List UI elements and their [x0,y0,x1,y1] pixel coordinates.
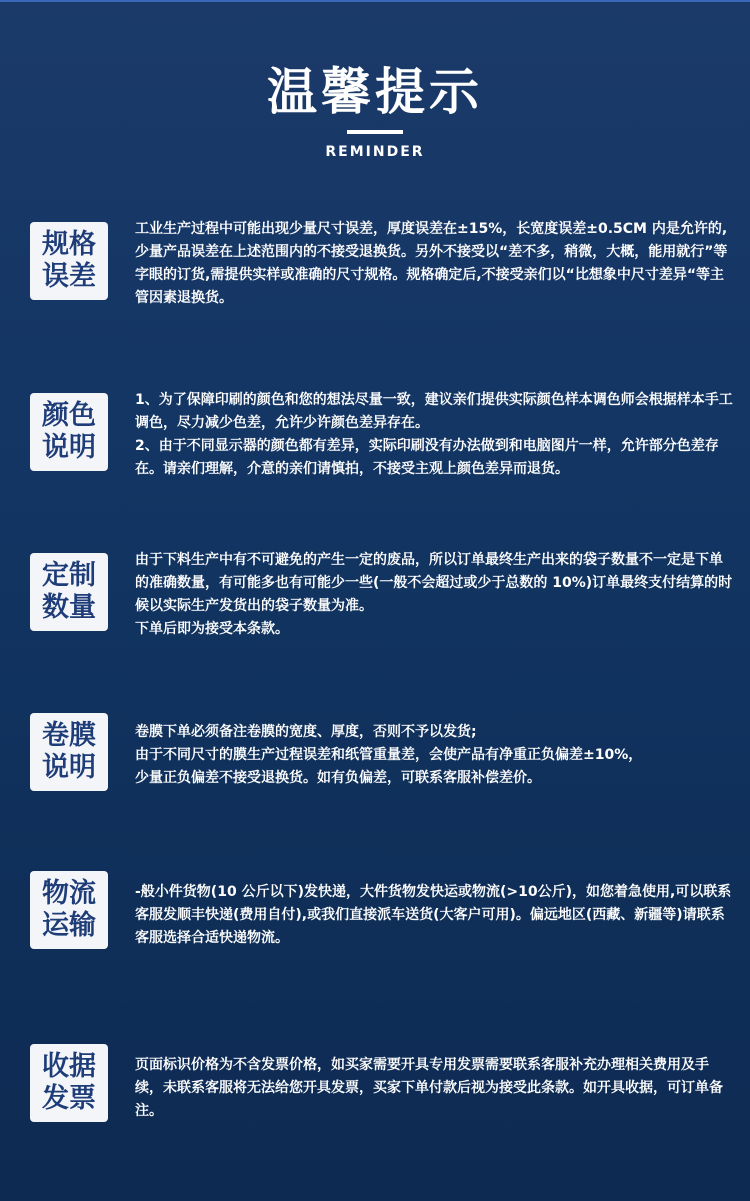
badge-line-1: 卷膜 [42,720,96,751]
section-badge [30,713,108,791]
section-text [135,389,735,481]
section-paragraph: 少量正负偏差不接受退换货。如有负偏差，可联系客服补偿差价。 [135,770,541,786]
badge-line-2: 运输 [42,910,96,941]
title-divider [347,130,403,134]
section-badge [30,393,108,471]
top-accent-line [0,0,750,2]
badge-line-1: 物流 [42,878,96,909]
section-paragraph: 卷膜下单必须备注卷膜的宽度、厚度，否则不予以发货; [135,724,477,740]
section-paragraph: -般小件货物(10 公斤以下)发快递，大件货物发快运或物流(>10公斤)，如您着急使用,可以联系客服发顺丰快递(费用自付),或我们直接派车送货(大客户可用)。偏远地区(西藏、新疆等)请联系客服选择合适快递物流。 [135,884,732,946]
badge-line-1: 规格 [42,229,96,260]
badge-line-1: 颜色 [42,400,96,431]
page-subtitle: REMINDER [325,144,425,160]
badge-line-2: 数量 [42,592,96,623]
badge-line-1: 定制 [42,560,96,591]
badge-line-2: 误差 [42,261,96,292]
section-color-note [30,392,733,477]
badge-line-1: 收据 [42,1051,96,1082]
section-paragraph: 工业生产过程中可能出现少量尺寸误差，厚度误差在±15%，长宽度误差±0.5CM 内是允许的,少量产品误差在上述范围内的不接受退换货。另外不接受以“差不多，稍微，大概，能用就行”等字眼的订货,需提供实样或准确的尺寸规格。规格确定后,不接受亲们以“比想象中尺寸差异“等主管因素退换货。 [135,221,728,306]
section-badge [30,871,108,949]
page-title: 温馨提示 [267,63,483,121]
section-badge [30,222,108,300]
section-text [135,1054,735,1123]
section-logistics [30,871,730,953]
section-paragraph: 由于下料生产中有不可避免的产生一定的废品，所以订单最终生产出来的袋子数量不一定是下单的准确数量，有可能多也有可能少一些(一般不会超过或少于总数的 10%)订单最终支付结算的时候以实际生产发货出的袋子数量为准。 [135,552,733,614]
section-roll-film [30,713,730,795]
section-paragraph: 2、由于不同显示器的颜色都有差异，实际印刷没有办法做到和电脑图片一样，允许部分色差存在。请亲们理解，介意的亲们请慎拍，不接受主观上颜色差异而退货。 [135,438,719,477]
badge-line-2: 说明 [42,752,96,783]
section-paragraph: 1、为了保障印刷的颜色和您的想法尽量一致，建议亲们提供实际颜色样本调色师会根据样本手工调色，尽力减少色差，允许少许颜色差异存在。 [135,392,733,431]
badge-line-2: 说明 [42,432,96,463]
section-custom-quantity [30,552,733,637]
section-text [135,218,735,310]
section-badge [30,1044,108,1122]
section-paragraph: 下单后即为接受本条款。 [135,621,289,637]
section-text [135,881,735,950]
section-text [135,721,735,790]
section-paragraph: 由于不同尺寸的膜生产过程误差和纸管重量差，会使产品有净重正负偏差±10%， [135,747,643,763]
header [0,60,750,160]
badge-line-2: 发票 [42,1083,96,1114]
section-spec-error [30,222,730,304]
section-paragraph: 页面标识价格为不含发票价格，如买家需要开具专用发票需要联系客服补充办理相关费用及手续，未联系客服将无法给您开具发票，买家下单付款后视为接受此条款。如开具收据，可订单备注。 [135,1057,723,1119]
section-badge [30,553,108,631]
section-text [135,549,735,641]
section-receipt-invoice [30,1044,730,1126]
